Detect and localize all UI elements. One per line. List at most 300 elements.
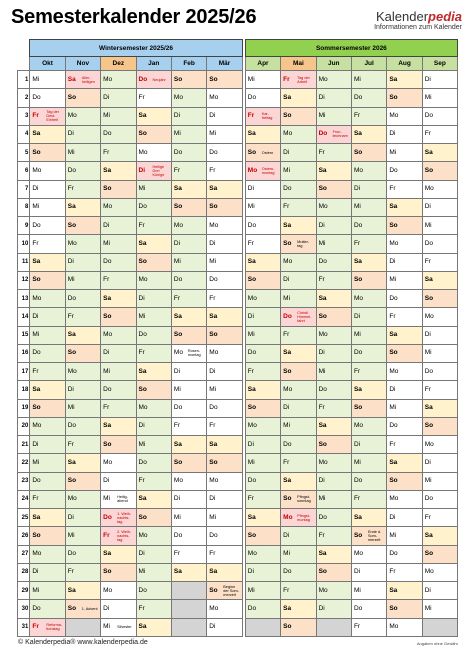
day-cell[interactable] (422, 545, 457, 563)
day-cell[interactable] (245, 545, 280, 563)
day-cell[interactable] (207, 235, 242, 253)
day-cell[interactable] (422, 235, 457, 253)
day-cell[interactable] (422, 162, 457, 180)
day-cell[interactable] (171, 344, 206, 362)
day-cell[interactable] (65, 125, 100, 143)
day-cell[interactable] (245, 107, 280, 125)
day-cell[interactable] (171, 235, 206, 253)
day-cell[interactable] (281, 582, 316, 600)
day-cell[interactable] (65, 290, 100, 308)
day-cell[interactable] (351, 509, 386, 527)
day-cell[interactable] (387, 545, 422, 563)
day-cell[interactable] (171, 490, 206, 508)
day-cell[interactable] (136, 308, 171, 326)
day-cell[interactable] (281, 217, 316, 235)
day-cell[interactable] (207, 344, 242, 362)
day-cell[interactable] (136, 235, 171, 253)
day-cell[interactable] (136, 509, 171, 527)
day-cell[interactable] (316, 326, 351, 344)
day-cell[interactable] (387, 162, 422, 180)
day-cell[interactable] (387, 490, 422, 508)
day-cell[interactable] (316, 290, 351, 308)
day-cell[interactable] (171, 125, 206, 143)
day-cell[interactable] (387, 107, 422, 125)
day-cell[interactable] (351, 235, 386, 253)
day-cell[interactable] (30, 399, 65, 417)
day-cell[interactable] (101, 217, 136, 235)
day-cell[interactable] (245, 454, 280, 472)
day-cell[interactable] (101, 71, 136, 89)
day-cell[interactable] (101, 490, 136, 508)
day-cell[interactable] (65, 582, 100, 600)
day-cell[interactable] (281, 563, 316, 581)
day-cell[interactable] (387, 326, 422, 344)
day-cell[interactable] (245, 527, 280, 545)
day-cell[interactable] (65, 326, 100, 344)
day-cell[interactable] (387, 582, 422, 600)
day-cell[interactable] (171, 308, 206, 326)
day-cell[interactable] (387, 290, 422, 308)
day-cell[interactable] (101, 563, 136, 581)
day-cell[interactable] (30, 363, 65, 381)
day-cell[interactable] (101, 198, 136, 216)
day-cell[interactable] (316, 217, 351, 235)
day-cell[interactable] (387, 563, 422, 581)
day-cell[interactable] (171, 563, 206, 581)
day-cell[interactable] (207, 326, 242, 344)
day-cell[interactable] (281, 417, 316, 435)
day-cell[interactable] (387, 180, 422, 198)
day-cell[interactable] (281, 436, 316, 454)
day-cell[interactable] (245, 344, 280, 362)
day-cell[interactable] (136, 363, 171, 381)
day-cell[interactable] (30, 582, 65, 600)
day-cell[interactable] (316, 144, 351, 162)
day-cell[interactable] (65, 71, 100, 89)
day-cell[interactable] (65, 253, 100, 271)
day-cell[interactable] (422, 144, 457, 162)
day-cell[interactable] (171, 527, 206, 545)
day-cell[interactable] (422, 582, 457, 600)
day-cell[interactable] (207, 436, 242, 454)
day-cell[interactable] (207, 381, 242, 399)
day-cell[interactable] (351, 582, 386, 600)
day-cell[interactable] (281, 308, 316, 326)
day-cell[interactable] (316, 417, 351, 435)
day-cell[interactable] (171, 271, 206, 289)
day-cell[interactable] (281, 527, 316, 545)
day-cell[interactable] (387, 527, 422, 545)
day-cell[interactable] (422, 509, 457, 527)
day-cell[interactable] (101, 436, 136, 454)
day-cell[interactable] (422, 600, 457, 618)
day-cell[interactable] (422, 71, 457, 89)
day-cell[interactable] (351, 618, 386, 637)
day-cell[interactable] (101, 162, 136, 180)
day-cell[interactable] (351, 563, 386, 581)
day-cell[interactable] (387, 509, 422, 527)
day-cell[interactable] (171, 180, 206, 198)
day-cell[interactable] (207, 454, 242, 472)
day-cell[interactable] (245, 235, 280, 253)
day-cell[interactable] (101, 527, 136, 545)
day-cell[interactable] (387, 253, 422, 271)
day-cell[interactable] (245, 417, 280, 435)
day-cell[interactable] (245, 162, 280, 180)
day-cell[interactable] (316, 472, 351, 490)
day-cell[interactable] (387, 71, 422, 89)
day-cell[interactable] (207, 180, 242, 198)
day-cell[interactable] (281, 399, 316, 417)
day-cell[interactable] (351, 417, 386, 435)
day-cell[interactable] (30, 472, 65, 490)
day-cell[interactable] (422, 417, 457, 435)
day-cell[interactable] (316, 582, 351, 600)
day-cell[interactable] (171, 454, 206, 472)
day-cell[interactable] (351, 271, 386, 289)
day-cell[interactable] (245, 271, 280, 289)
day-cell[interactable] (281, 144, 316, 162)
day-cell[interactable] (30, 71, 65, 89)
day-cell[interactable] (351, 89, 386, 107)
day-cell[interactable] (65, 344, 100, 362)
day-cell[interactable] (245, 217, 280, 235)
day-cell[interactable] (136, 490, 171, 508)
day-cell[interactable] (245, 490, 280, 508)
day-cell[interactable] (207, 198, 242, 216)
day-cell[interactable] (136, 454, 171, 472)
day-cell[interactable] (101, 180, 136, 198)
day-cell[interactable] (65, 472, 100, 490)
day-cell[interactable] (171, 417, 206, 435)
day-cell[interactable] (171, 472, 206, 490)
day-cell[interactable] (351, 144, 386, 162)
day-cell[interactable] (65, 89, 100, 107)
day-cell[interactable] (207, 271, 242, 289)
day-cell[interactable] (136, 399, 171, 417)
day-cell[interactable] (65, 490, 100, 508)
day-cell[interactable] (422, 125, 457, 143)
day-cell[interactable] (422, 271, 457, 289)
day-cell[interactable] (207, 290, 242, 308)
day-cell[interactable] (422, 89, 457, 107)
day-cell[interactable] (351, 344, 386, 362)
day-cell[interactable] (171, 509, 206, 527)
day-cell[interactable] (65, 271, 100, 289)
day-cell[interactable] (65, 600, 100, 618)
day-cell[interactable] (351, 125, 386, 143)
day-cell[interactable] (351, 399, 386, 417)
day-cell[interactable] (101, 253, 136, 271)
day-cell[interactable] (30, 89, 65, 107)
day-cell[interactable] (387, 472, 422, 490)
day-cell[interactable] (30, 527, 65, 545)
day-cell[interactable] (207, 162, 242, 180)
day-cell[interactable] (101, 89, 136, 107)
day-cell[interactable] (281, 454, 316, 472)
day-cell[interactable] (207, 89, 242, 107)
day-cell[interactable] (387, 235, 422, 253)
day-cell[interactable] (387, 344, 422, 362)
brand-logo[interactable] (374, 10, 462, 31)
day-cell[interactable] (30, 326, 65, 344)
day-cell[interactable] (245, 253, 280, 271)
day-cell[interactable] (245, 600, 280, 618)
day-cell[interactable] (316, 271, 351, 289)
day-cell[interactable] (136, 125, 171, 143)
day-cell[interactable] (422, 344, 457, 362)
day-cell[interactable] (316, 180, 351, 198)
day-cell[interactable] (422, 399, 457, 417)
day-cell[interactable] (316, 436, 351, 454)
day-cell[interactable] (136, 180, 171, 198)
day-cell[interactable] (245, 509, 280, 527)
day-cell[interactable] (171, 71, 206, 89)
day-cell[interactable] (171, 399, 206, 417)
day-cell[interactable] (207, 217, 242, 235)
day-cell[interactable] (30, 490, 65, 508)
day-cell[interactable] (171, 290, 206, 308)
day-cell[interactable] (30, 344, 65, 362)
day-cell[interactable] (101, 363, 136, 381)
day-cell[interactable] (316, 545, 351, 563)
day-cell[interactable] (207, 600, 242, 618)
day-cell[interactable] (422, 107, 457, 125)
day-cell[interactable] (136, 198, 171, 216)
day-cell[interactable] (136, 436, 171, 454)
day-cell[interactable] (351, 217, 386, 235)
day-cell[interactable] (316, 563, 351, 581)
day-cell[interactable] (281, 545, 316, 563)
day-cell[interactable] (281, 89, 316, 107)
day-cell[interactable] (207, 125, 242, 143)
day-cell[interactable] (65, 107, 100, 125)
day-cell[interactable] (281, 509, 316, 527)
day-cell[interactable] (351, 545, 386, 563)
day-cell[interactable] (316, 454, 351, 472)
day-cell[interactable] (65, 363, 100, 381)
day-cell[interactable] (30, 308, 65, 326)
day-cell[interactable] (136, 618, 171, 637)
day-cell[interactable] (387, 618, 422, 637)
day-cell[interactable] (30, 253, 65, 271)
day-cell[interactable] (30, 198, 65, 216)
day-cell[interactable] (281, 381, 316, 399)
day-cell[interactable] (171, 162, 206, 180)
day-cell[interactable] (207, 71, 242, 89)
day-cell[interactable] (101, 399, 136, 417)
day-cell[interactable] (30, 509, 65, 527)
day-cell[interactable] (387, 399, 422, 417)
day-cell[interactable] (207, 253, 242, 271)
day-cell[interactable] (171, 198, 206, 216)
day-cell[interactable] (245, 125, 280, 143)
day-cell[interactable] (136, 545, 171, 563)
day-cell[interactable] (351, 326, 386, 344)
day-cell[interactable] (351, 290, 386, 308)
day-cell[interactable] (281, 71, 316, 89)
day-cell[interactable] (207, 144, 242, 162)
day-cell[interactable] (136, 344, 171, 362)
day-cell[interactable] (65, 308, 100, 326)
day-cell[interactable] (316, 363, 351, 381)
day-cell[interactable] (351, 107, 386, 125)
day-cell[interactable] (65, 436, 100, 454)
day-cell[interactable] (101, 125, 136, 143)
day-cell[interactable] (207, 472, 242, 490)
day-cell[interactable] (387, 417, 422, 435)
day-cell[interactable] (281, 290, 316, 308)
day-cell[interactable] (136, 563, 171, 581)
day-cell[interactable] (136, 71, 171, 89)
day-cell[interactable] (351, 180, 386, 198)
day-cell[interactable] (30, 144, 65, 162)
day-cell[interactable] (30, 600, 65, 618)
day-cell[interactable] (351, 472, 386, 490)
day-cell[interactable] (65, 198, 100, 216)
day-cell[interactable] (65, 417, 100, 435)
day-cell[interactable] (136, 326, 171, 344)
day-cell[interactable] (136, 162, 171, 180)
day-cell[interactable] (136, 290, 171, 308)
day-cell[interactable] (101, 381, 136, 399)
day-cell[interactable] (101, 308, 136, 326)
day-cell[interactable] (65, 180, 100, 198)
day-cell[interactable] (422, 472, 457, 490)
day-cell[interactable] (101, 582, 136, 600)
day-cell[interactable] (422, 563, 457, 581)
day-cell[interactable] (281, 326, 316, 344)
day-cell[interactable] (245, 180, 280, 198)
day-cell[interactable] (245, 326, 280, 344)
day-cell[interactable] (207, 618, 242, 637)
day-cell[interactable] (281, 253, 316, 271)
day-cell[interactable] (171, 89, 206, 107)
day-cell[interactable] (422, 454, 457, 472)
day-cell[interactable] (281, 600, 316, 618)
day-cell[interactable] (387, 363, 422, 381)
day-cell[interactable] (136, 381, 171, 399)
day-cell[interactable] (171, 363, 206, 381)
day-cell[interactable] (65, 217, 100, 235)
day-cell[interactable] (207, 563, 242, 581)
day-cell[interactable] (351, 363, 386, 381)
day-cell[interactable] (101, 600, 136, 618)
day-cell[interactable] (281, 107, 316, 125)
day-cell[interactable] (245, 399, 280, 417)
day-cell[interactable] (281, 618, 316, 637)
day-cell[interactable] (316, 490, 351, 508)
day-cell[interactable] (387, 89, 422, 107)
day-cell[interactable] (101, 271, 136, 289)
day-cell[interactable] (101, 290, 136, 308)
day-cell[interactable] (207, 107, 242, 125)
day-cell[interactable] (101, 618, 136, 637)
day-cell[interactable] (101, 509, 136, 527)
day-cell[interactable] (30, 618, 65, 637)
day-cell[interactable] (101, 472, 136, 490)
day-cell[interactable] (422, 490, 457, 508)
day-cell[interactable] (65, 381, 100, 399)
day-cell[interactable] (387, 454, 422, 472)
day-cell[interactable] (245, 308, 280, 326)
day-cell[interactable] (136, 271, 171, 289)
day-cell[interactable] (171, 217, 206, 235)
day-cell[interactable] (136, 582, 171, 600)
day-cell[interactable] (351, 253, 386, 271)
day-cell[interactable] (281, 271, 316, 289)
day-cell[interactable] (171, 381, 206, 399)
day-cell[interactable] (136, 107, 171, 125)
day-cell[interactable] (65, 144, 100, 162)
day-cell[interactable] (422, 180, 457, 198)
day-cell[interactable] (207, 399, 242, 417)
day-cell[interactable] (422, 436, 457, 454)
day-cell[interactable] (101, 344, 136, 362)
day-cell[interactable] (30, 235, 65, 253)
day-cell[interactable] (316, 198, 351, 216)
day-cell[interactable] (422, 308, 457, 326)
day-cell[interactable] (281, 125, 316, 143)
day-cell[interactable] (207, 509, 242, 527)
day-cell[interactable] (281, 472, 316, 490)
day-cell[interactable] (351, 436, 386, 454)
day-cell[interactable] (65, 545, 100, 563)
day-cell[interactable] (316, 235, 351, 253)
day-cell[interactable] (422, 217, 457, 235)
day-cell[interactable] (245, 71, 280, 89)
day-cell[interactable] (316, 509, 351, 527)
day-cell[interactable] (101, 144, 136, 162)
day-cell[interactable] (316, 162, 351, 180)
day-cell[interactable] (422, 363, 457, 381)
day-cell[interactable] (207, 308, 242, 326)
day-cell[interactable] (207, 363, 242, 381)
day-cell[interactable] (207, 582, 242, 600)
day-cell[interactable] (387, 436, 422, 454)
day-cell[interactable] (351, 381, 386, 399)
day-cell[interactable] (245, 381, 280, 399)
day-cell[interactable] (422, 326, 457, 344)
day-cell[interactable] (245, 472, 280, 490)
day-cell[interactable] (245, 198, 280, 216)
day-cell[interactable] (136, 253, 171, 271)
day-cell[interactable] (65, 527, 100, 545)
day-cell[interactable] (245, 144, 280, 162)
day-cell[interactable] (30, 454, 65, 472)
day-cell[interactable] (30, 107, 65, 125)
day-cell[interactable] (136, 217, 171, 235)
day-cell[interactable] (245, 363, 280, 381)
day-cell[interactable] (245, 290, 280, 308)
day-cell[interactable] (316, 107, 351, 125)
day-cell[interactable] (316, 399, 351, 417)
day-cell[interactable] (281, 490, 316, 508)
day-cell[interactable] (316, 125, 351, 143)
day-cell[interactable] (171, 107, 206, 125)
day-cell[interactable] (316, 89, 351, 107)
day-cell[interactable] (387, 125, 422, 143)
day-cell[interactable] (422, 290, 457, 308)
day-cell[interactable] (101, 107, 136, 125)
day-cell[interactable] (30, 436, 65, 454)
day-cell[interactable] (207, 545, 242, 563)
day-cell[interactable] (171, 253, 206, 271)
day-cell[interactable] (30, 271, 65, 289)
day-cell[interactable] (207, 527, 242, 545)
day-cell[interactable] (136, 89, 171, 107)
day-cell[interactable] (245, 89, 280, 107)
